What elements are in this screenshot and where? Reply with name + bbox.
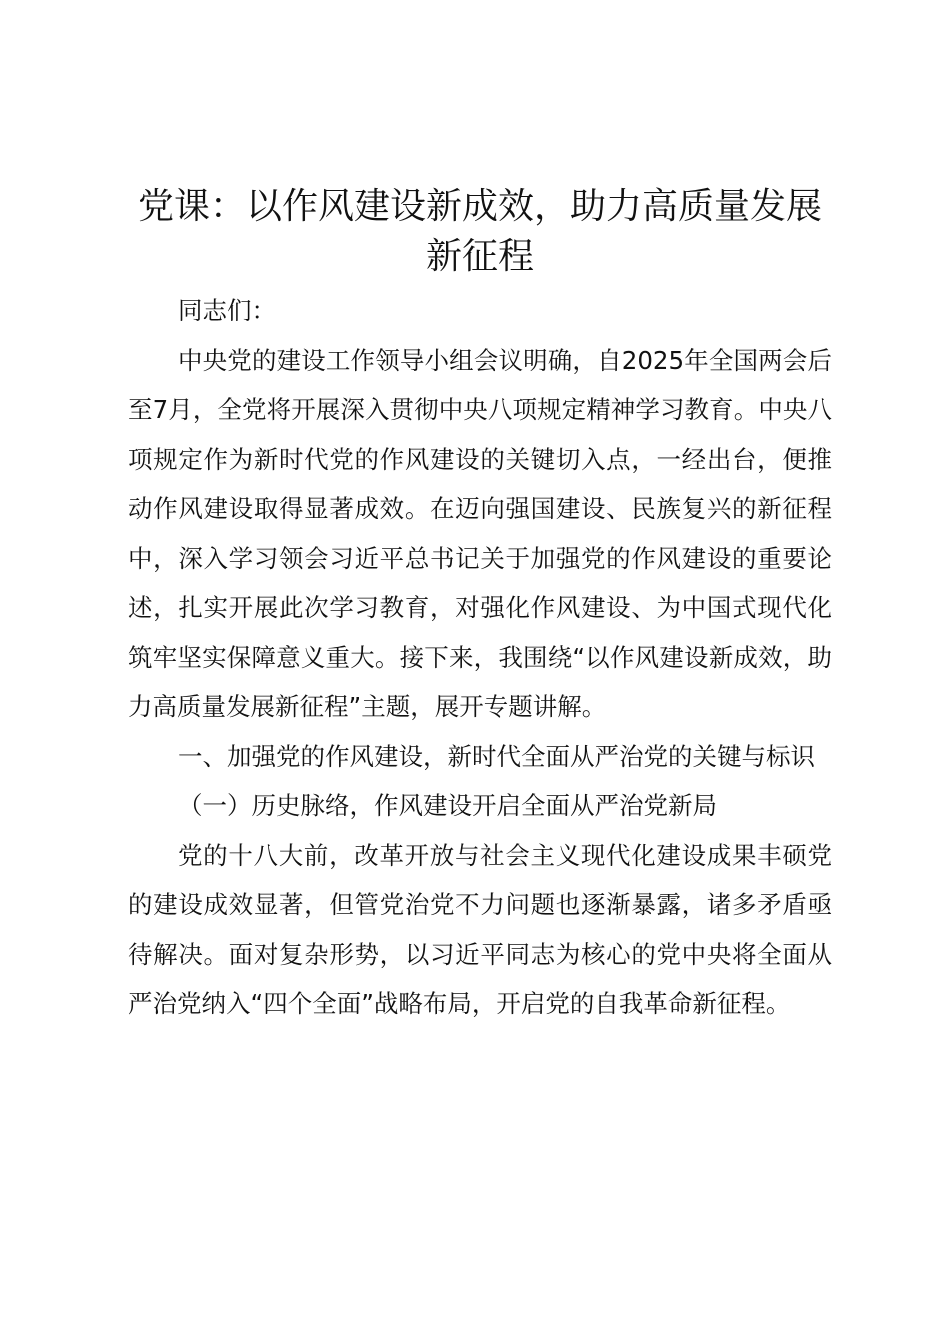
section-heading: 一、加强党的作风建设，新时代全面从严治党的关键与标识 <box>178 741 815 771</box>
body-paragraph: 党的十八大前，改革开放与社会主义现代化建设成果丰硕党的建设成效显著，但管党治党不力问题也逐渐暴露，诸多矛盾亟待解决。面对复杂形势，以习近平同志为核心的党中央将全面从严治党纳入“四个全面”战略布局，开启党的自我革命新征程。 <box>128 840 832 1018</box>
subsection-heading: （一）历史脉络，作风建设开启全面从严治党新局 <box>178 791 717 820</box>
salutation: 同志们： <box>178 296 276 325</box>
document-title: 党课：以作风建设新成效，助力高质量发展新征程 <box>137 186 822 277</box>
intro-paragraph: 中央党的建设工作领导小组会议明确，自2025年全国两会后至7月，全党将开展深入贯彻中央八项规定精神学习教育。中央八项规定作为新时代党的作风建设的关键切入点，一经出台，便推动作风建设取得显著成效。在迈向强国建设、民族复兴的新征程中，深入学习领会习近平总书记关于加强党的作风建设的重要论述，扎实开展此次学习教育，对强化作风建设、为中国式现代化筑牢坚实保障意义重大。接下来，我围绕“以作风建设新成效，助力高质量发展新征程”主题，展开专题讲解。 <box>128 345 832 721</box>
document-page <box>128 182 832 1029</box>
